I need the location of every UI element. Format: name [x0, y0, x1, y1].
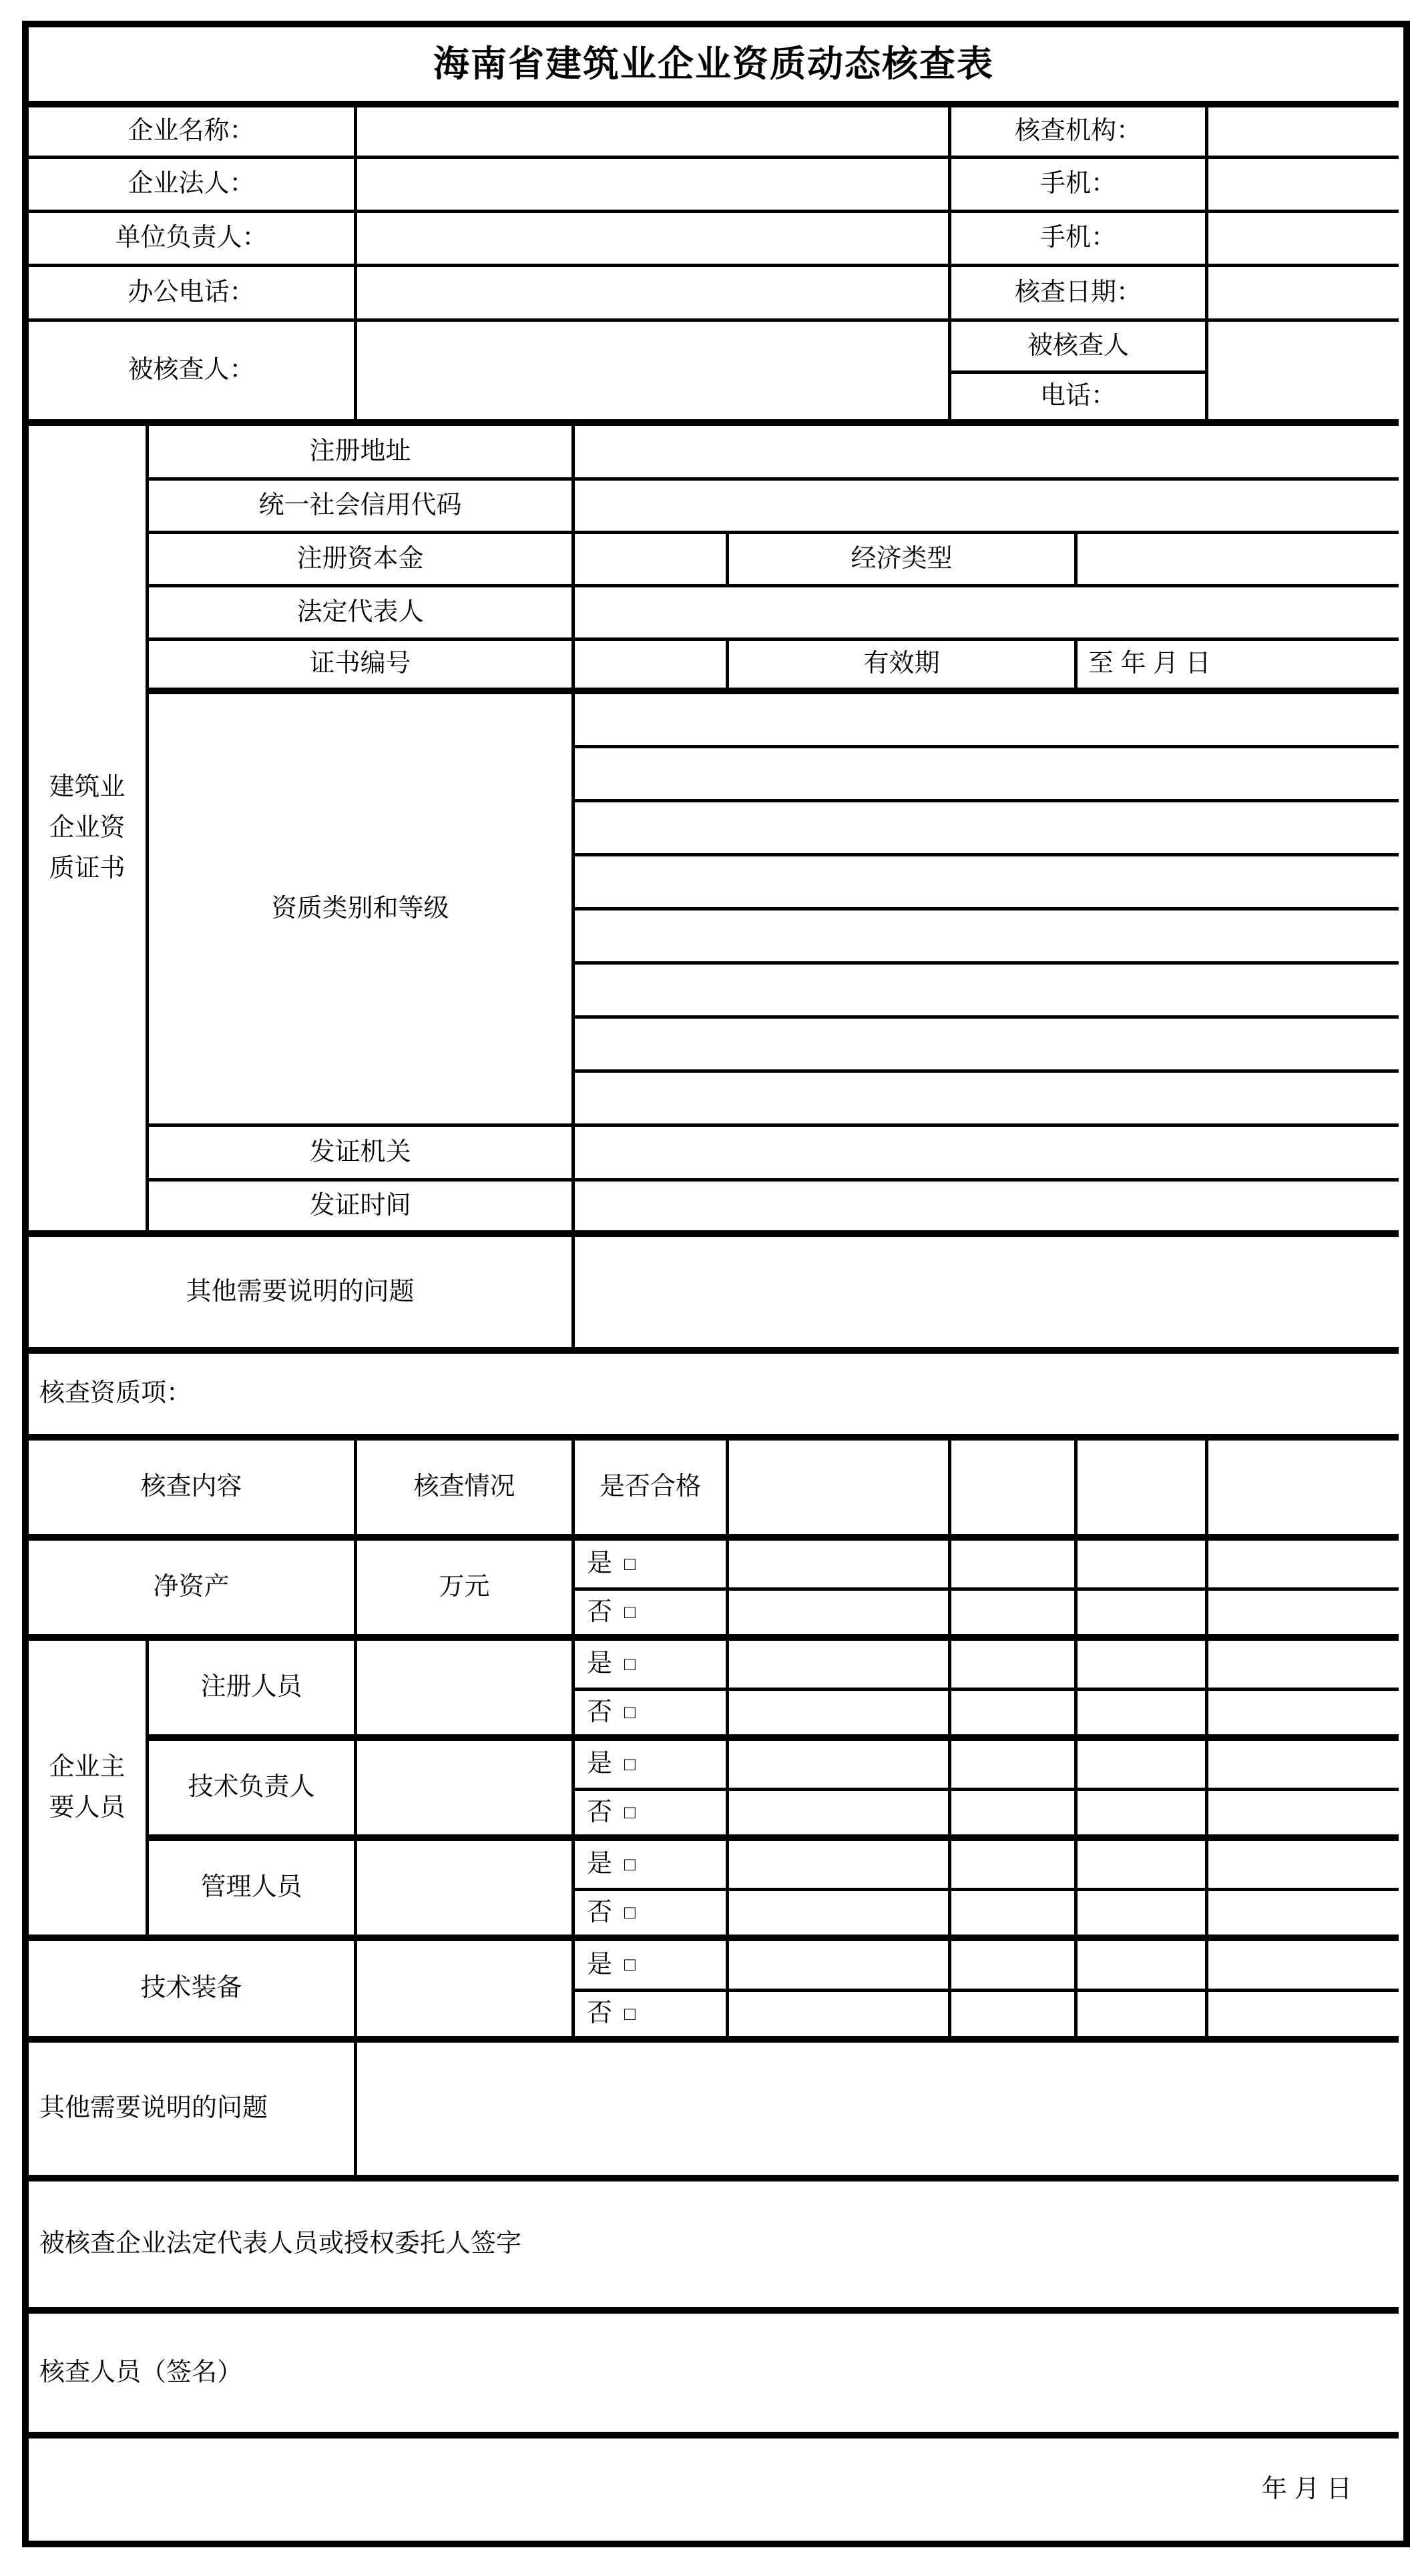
label-company-name: 企业名称： — [29, 107, 357, 159]
label-credit-code: 统一社会信用代码 — [149, 481, 575, 534]
header-blank-cell-2 — [951, 1441, 1078, 1541]
qual-category-blank-row-7 — [575, 1019, 1399, 1073]
checkbox-icon: □ — [624, 2003, 636, 2024]
registered-personnel-situation-cell — [357, 1641, 575, 1741]
inspector-signature-row: 核查人员（签名） — [29, 2314, 1399, 2438]
legal-representative-signature-row: 被核查企业法定代表人员或授权委托人签字 — [29, 2181, 1399, 2314]
label-reg-capital: 注册资本金 — [149, 534, 575, 587]
qual-category-blank-row-1 — [575, 694, 1399, 748]
label-check-agency: 核查机构： — [951, 107, 1208, 159]
management-personnel-yes-checkbox: 是 □ — [575, 1841, 729, 1891]
label-cert-no: 证书编号 — [149, 641, 575, 694]
blank-cell — [729, 1891, 951, 1941]
label-registered-personnel: 注册人员 — [149, 1641, 357, 1741]
technical-equipment-yes-checkbox: 是 □ — [575, 1941, 729, 1992]
registered-personnel-no-checkbox: 否 □ — [575, 1691, 729, 1741]
qual-category-blank-row-3 — [575, 802, 1399, 856]
label-net-assets: 净资产 — [29, 1541, 357, 1641]
blank-cell — [729, 1691, 951, 1741]
label-inspected-person: 被核查人： — [29, 322, 357, 426]
registered-personnel-yes-checkbox: 是 □ — [575, 1641, 729, 1691]
blank-cell — [951, 1992, 1078, 2043]
side-label-key-personnel: 企业主要人员 — [29, 1641, 149, 1941]
reg-address-value-cell — [575, 426, 1399, 481]
check-agency-value-cell — [1208, 107, 1399, 159]
economic-type-value-cell — [1078, 534, 1399, 587]
blank-cell — [729, 1841, 951, 1891]
other-notes-1-value-cell — [575, 1237, 1399, 1354]
blank-cell — [1078, 1891, 1208, 1941]
blank-cell — [1208, 1591, 1399, 1641]
mobile-2-value-cell — [1208, 213, 1399, 267]
net-assets-yes-checkbox: 是 □ — [575, 1541, 729, 1591]
blank-cell — [729, 1641, 951, 1691]
blank-cell — [951, 1891, 1078, 1941]
label-office-phone: 办公电话： — [29, 267, 357, 322]
blank-cell — [951, 1541, 1078, 1591]
blank-cell — [729, 1992, 951, 2043]
validity-until-cell: 至 年 月 日 — [1078, 641, 1399, 694]
management-personnel-situation-cell — [357, 1841, 575, 1941]
qual-category-blank-row-4 — [575, 856, 1399, 911]
checkbox-icon: □ — [624, 1702, 636, 1723]
checkbox-icon: □ — [624, 1553, 636, 1574]
label-technical-director: 技术负责人 — [149, 1741, 357, 1841]
blank-cell — [1078, 1541, 1208, 1591]
qual-category-blank-row-6 — [575, 965, 1399, 1019]
inspected-person-value-cell — [357, 322, 951, 426]
header-pass-or-not: 是否合格 — [575, 1441, 729, 1541]
blank-cell — [1208, 1992, 1399, 2043]
blank-cell — [1208, 1841, 1399, 1891]
label-issue-date: 发证时间 — [149, 1182, 575, 1237]
net-assets-no-checkbox: 否 □ — [575, 1591, 729, 1641]
blank-cell — [729, 1941, 951, 1992]
label-validity: 有效期 — [729, 641, 1078, 694]
blank-cell — [1078, 1741, 1208, 1791]
blank-cell — [951, 1591, 1078, 1641]
technical-director-situation-cell — [357, 1741, 575, 1841]
blank-cell — [951, 1741, 1078, 1791]
checkbox-icon: □ — [624, 1802, 636, 1823]
office-phone-value-cell — [357, 267, 951, 322]
other-notes-2-value-cell — [357, 2043, 1399, 2181]
checkbox-icon: □ — [624, 1902, 636, 1923]
label-other-notes-2: 其他需要说明的问题 — [29, 2043, 357, 2181]
unit-head-value-cell — [357, 213, 951, 267]
label-check-date: 核查日期： — [951, 267, 1208, 322]
blank-cell — [1208, 1941, 1399, 1992]
issuer-value-cell — [575, 1127, 1399, 1182]
label-issuer: 发证机关 — [149, 1127, 575, 1182]
blank-cell — [1208, 1541, 1399, 1591]
header-check-content: 核查内容 — [29, 1441, 357, 1541]
cert-no-value-cell — [575, 641, 729, 694]
label-qual-category: 资质类别和等级 — [149, 694, 575, 1127]
legal-person-value-cell — [357, 159, 951, 213]
blank-cell — [1078, 1691, 1208, 1741]
label-economic-type: 经济类型 — [729, 534, 1078, 587]
net-assets-unit-cell: 万元 — [357, 1541, 575, 1641]
blank-cell — [951, 1641, 1078, 1691]
technical-equipment-no-checkbox: 否 □ — [575, 1992, 729, 2043]
label-legal-representative: 法定代表人 — [149, 587, 575, 641]
side-label-certificate: 建筑业企业资质证书 — [29, 426, 149, 1237]
blank-cell — [1078, 1841, 1208, 1891]
blank-cell — [729, 1591, 951, 1641]
blank-cell — [1078, 1791, 1208, 1841]
blank-cell — [1208, 1891, 1399, 1941]
qual-category-blank-row-8 — [575, 1073, 1399, 1127]
label-unit-head: 单位负责人： — [29, 213, 357, 267]
date-row: 年 月 日 — [1261, 2475, 1352, 2503]
label-inspected-person-sub: 被核查人 — [951, 322, 1208, 374]
mobile-1-value-cell — [1208, 159, 1399, 213]
checkbox-icon: □ — [624, 1954, 636, 1975]
blank-cell — [729, 1741, 951, 1791]
legal-representative-value-cell — [575, 587, 1399, 641]
qual-category-blank-row-5 — [575, 911, 1399, 965]
checkbox-icon: □ — [624, 1601, 636, 1623]
label-mobile-2: 手机： — [951, 213, 1208, 267]
credit-code-value-cell — [575, 481, 1399, 534]
blank-cell — [1208, 1691, 1399, 1741]
blank-cell — [1208, 1791, 1399, 1841]
label-inspected-person-phone: 电话： — [951, 374, 1208, 426]
blank-cell — [1208, 1641, 1399, 1691]
blank-cell — [729, 1541, 951, 1591]
blank-cell — [951, 1941, 1078, 1992]
blank-cell — [729, 1791, 951, 1841]
header-blank-cell-3 — [1078, 1441, 1208, 1541]
check-section-label: 核查资质项： — [29, 1354, 1399, 1441]
qualification-check-form — [22, 21, 1410, 2547]
blank-cell — [951, 1791, 1078, 1841]
header-blank-cell-1 — [729, 1441, 951, 1541]
checkbox-icon: □ — [624, 1753, 636, 1774]
technical-director-yes-checkbox: 是 □ — [575, 1741, 729, 1791]
reg-capital-value-cell — [575, 534, 729, 587]
blank-cell — [1078, 1992, 1208, 2043]
technical-equipment-situation-cell — [357, 1941, 575, 2043]
management-personnel-no-checkbox: 否 □ — [575, 1891, 729, 1941]
label-mobile-1: 手机： — [951, 159, 1208, 213]
form-title: 海南省建筑业企业资质动态核查表 — [29, 27, 1399, 107]
checkbox-icon: □ — [624, 1653, 636, 1674]
blank-cell — [1078, 1641, 1208, 1691]
technical-director-no-checkbox: 否 □ — [575, 1791, 729, 1841]
company-name-value-cell — [357, 107, 951, 159]
check-date-value-cell — [1208, 267, 1399, 322]
header-blank-cell-4 — [1208, 1441, 1399, 1541]
blank-cell — [1078, 1941, 1208, 1992]
blank-cell — [1208, 1741, 1399, 1791]
label-other-notes-1: 其他需要说明的问题 — [29, 1237, 575, 1354]
inspected-person-phone-value-cell — [1208, 322, 1399, 426]
label-reg-address: 注册地址 — [149, 426, 575, 481]
qual-category-blank-row-2 — [575, 748, 1399, 802]
label-technical-equipment: 技术装备 — [29, 1941, 357, 2043]
label-management-personnel: 管理人员 — [149, 1841, 357, 1941]
blank-cell — [951, 1691, 1078, 1741]
label-legal-person: 企业法人： — [29, 159, 357, 213]
header-check-situation: 核查情况 — [357, 1441, 575, 1541]
blank-cell — [951, 1841, 1078, 1891]
blank-cell — [1078, 1591, 1208, 1641]
checkbox-icon: □ — [624, 1853, 636, 1874]
issue-date-value-cell — [575, 1182, 1399, 1237]
